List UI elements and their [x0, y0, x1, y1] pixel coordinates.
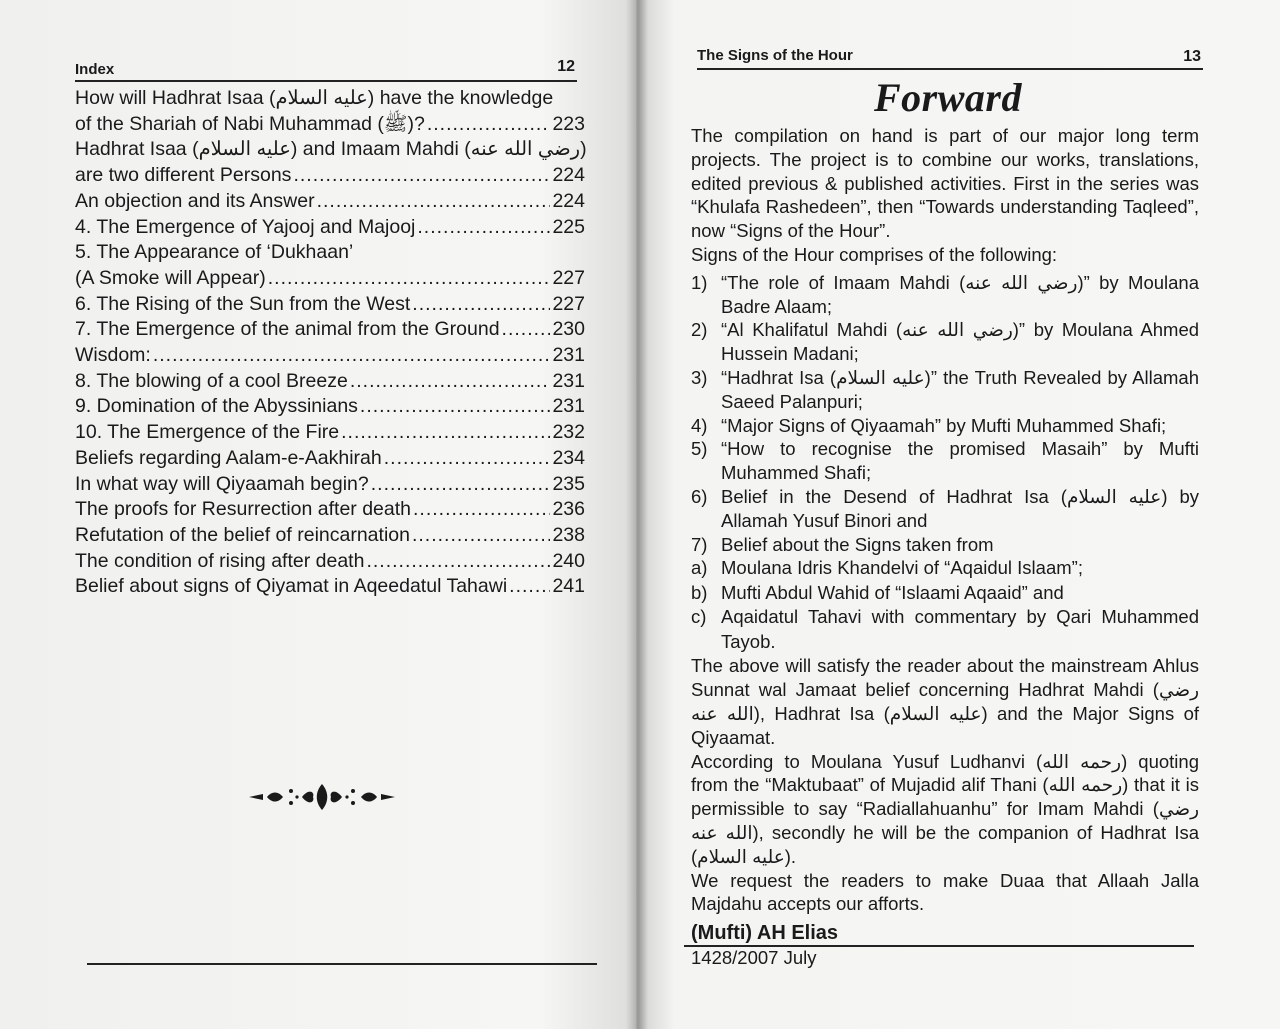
- toc-page-number: 224: [552, 189, 585, 212]
- toc-page-number: 241: [552, 575, 585, 598]
- toc-entry: [75, 420, 585, 446]
- numbered-list: [691, 271, 1199, 557]
- right-header-title: The Signs of the Hour: [697, 47, 853, 64]
- toc-page-number: 227: [552, 266, 585, 289]
- toc-leader-dots: [293, 163, 550, 189]
- toc-entry-text: (A Smoke will Appear): [75, 266, 266, 289]
- toc-entry: [75, 137, 585, 163]
- toc-entry-text: 10. The Emergence of the Fire: [75, 421, 340, 444]
- toc-entry-text: An objection and its Answer: [75, 189, 315, 212]
- list-marker: 3): [691, 366, 708, 388]
- list-item-text: “Major Signs of Qiyaamah” by Mufti Muhammed Shafi;: [721, 414, 1167, 436]
- toc-entry: [75, 394, 585, 420]
- list-item-text: Belief about the Signs taken from: [721, 533, 994, 555]
- list-item-text: Mufti Abdul Wahid of “Islaami Aqaaid” and: [721, 581, 1064, 603]
- toc-entry-text: Beliefs regarding Aalam-e-Aakhirah: [75, 446, 382, 469]
- toc-page-number: 223: [552, 112, 585, 135]
- list-marker: a): [691, 557, 708, 579]
- list-item: [691, 533, 1199, 557]
- toc-entry: [75, 215, 585, 241]
- toc-entry: [75, 266, 585, 292]
- list-item: [691, 556, 1199, 581]
- right-footer-rule: [684, 945, 1194, 947]
- toc-leader-dots: [153, 343, 551, 369]
- list-item: [691, 581, 1199, 606]
- table-of-contents: [75, 86, 585, 600]
- toc-leader-dots: [509, 574, 550, 600]
- toc-page-number: 230: [552, 318, 585, 341]
- list-marker: 5): [691, 438, 708, 460]
- forward-body: [691, 124, 1199, 970]
- toc-page-number: 224: [552, 164, 585, 187]
- toc-entry-text: 8. The blowing of a cool Breeze: [75, 369, 348, 392]
- signature: (Mufti) AH Elias: [691, 922, 839, 945]
- toc-entry-text: 9. Domination of the Abyssinians: [75, 395, 358, 418]
- toc-entry-text: are two different Persons: [75, 164, 292, 187]
- toc-page-number: 231: [552, 369, 585, 392]
- left-footer-rule: [87, 963, 597, 965]
- toc-entry: [75, 369, 585, 395]
- toc-entry: [75, 240, 585, 266]
- toc-entry: [75, 523, 585, 549]
- toc-leader-dots: [317, 189, 551, 215]
- toc-entry: [75, 86, 585, 112]
- toc-entry-text: 6. The Rising of the Sun from the West: [75, 292, 411, 315]
- toc-page-number: 225: [552, 215, 585, 238]
- list-item: [691, 485, 1199, 533]
- list-item-text: Aqaidatul Tahavi with commentary by Qari Muhammed Tayob.: [721, 606, 1199, 652]
- toc-entry: [75, 549, 585, 575]
- toc-entry: [75, 317, 585, 343]
- paragraph-request: We request the readers to make Duaa that Allaah Jalla Majdahu accepts our afforts.: [691, 869, 1199, 915]
- toc-leader-dots: [502, 317, 551, 343]
- toc-page-number: 231: [552, 344, 585, 367]
- list-item: [691, 437, 1199, 485]
- toc-entry: [75, 163, 585, 189]
- toc-entry-text: Wisdom:: [75, 344, 151, 367]
- list-item: [691, 605, 1199, 654]
- toc-leader-dots: [350, 369, 551, 395]
- list-item-text: “How to recognise the promised Masaih” by Mufti Muhammed Shafi;: [721, 438, 1199, 484]
- toc-leader-dots: [427, 112, 551, 138]
- toc-page-number: 236: [552, 498, 585, 521]
- list-item: [691, 366, 1199, 414]
- toc-page-number: 235: [552, 472, 585, 495]
- toc-entry-text: 5. The Appearance of ‘Dukhaan’: [75, 241, 354, 264]
- right-page-number: 13: [1183, 48, 1201, 65]
- ornament-divider: [247, 780, 397, 814]
- toc-entry: [75, 189, 585, 215]
- paragraph-ludhanvi: According to Moulana Yusuf Ludhanvi (رحمه الله) quoting from the “Maktubaat” of Mujadid alif Thani (رحمه الله) that it is permissible to say “Radiallahuanhu” for Imam Mahdi (رضي الله عنه), secondly he will be the companion of Hadhrat Isa (عليه السلام).: [691, 750, 1199, 867]
- lettered-list: [691, 556, 1199, 654]
- toc-entry-text: Hadhrat Isaa (عليه السلام) and Imaam Mahdi (رضي الله عنه): [75, 138, 587, 161]
- list-item-text: “Hadhrat Isa (عليه السلام)” the Truth Revealed by Allamah Saeed Palanpuri;: [721, 366, 1200, 412]
- toc-page-number: 227: [552, 292, 585, 315]
- toc-leader-dots: [366, 549, 550, 575]
- paragraph-mainstream: The above will satisfy the reader about the mainstream Ahlus Sunnat wal Jamaat belief concerning Hadhrat Mahdi (رضي الله عنه), Hadhrat Isa (عليه السلام) and the Major Signs of Qiyaamat.: [691, 655, 1199, 748]
- list-item: [691, 414, 1199, 438]
- toc-page-number: 238: [552, 523, 585, 546]
- list-marker: 1): [691, 271, 708, 293]
- toc-entry: [75, 343, 585, 369]
- list-item-text: “The role of Imaam Mahdi (رضي الله عنه)” by Moulana Badre Alaam;: [721, 271, 1200, 317]
- toc-entry-text: In what way will Qiyaamah begin?: [75, 472, 369, 495]
- toc-entry-text: Belief about signs of Qiyamat in Aqeedatul Tahawi: [75, 575, 508, 598]
- intro-paragraph: The compilation on hand is part of our major long term projects. The project is to combine our works, translations, edited previous & published activities. First in the series was “Khulafa Rashedeen”, then “Towards understanding Taqleed”, now “Signs of the Hour”.: [691, 125, 1199, 242]
- list-marker: 7): [691, 533, 708, 555]
- list-marker: 4): [691, 414, 708, 436]
- list-item-text: Belief in the Desend of Hadhrat Isa (عليه السلام) by Allamah Yusuf Binori and: [721, 485, 1199, 531]
- list-item-text: “Al Khalifatul Mahdi (رضي الله عنه)” by Moulana Ahmed Hussein Madani;: [721, 319, 1200, 365]
- toc-entry: [75, 446, 585, 472]
- toc-entry-text: The condition of rising after death: [75, 549, 365, 572]
- toc-leader-dots: [413, 497, 550, 523]
- left-page-header: [75, 54, 577, 82]
- list-marker: 2): [691, 319, 708, 341]
- toc-entry: [75, 112, 585, 138]
- page-title: Forward: [874, 75, 1022, 120]
- toc-page-number: 232: [552, 421, 585, 444]
- list-item: [691, 318, 1199, 366]
- toc-entry: [75, 292, 585, 318]
- toc-entry: [75, 472, 585, 498]
- toc-leader-dots: [341, 420, 550, 446]
- toc-entry: [75, 497, 585, 523]
- toc-entry-text: 7. The Emergence of the animal from the Ground: [75, 318, 500, 341]
- toc-entry-text: How will Hadhrat Isaa (عليه السلام) have the knowledge: [75, 87, 554, 109]
- toc-page-number: 240: [552, 549, 585, 572]
- toc-entry-text: 4. The Emergence of Yajooj and Majooj: [75, 215, 416, 238]
- toc-entry: [75, 574, 585, 600]
- toc-page-number: 234: [552, 446, 585, 469]
- list-marker: c): [691, 606, 707, 628]
- list-marker: 6): [691, 485, 708, 507]
- toc-entry-text: Refutation of the belief of reincarnation: [75, 523, 410, 546]
- list-intro: Signs of the Hour comprises of the following:: [691, 243, 1058, 265]
- toc-leader-dots: [384, 446, 551, 472]
- toc-page-number: 231: [552, 395, 585, 418]
- toc-leader-dots: [412, 523, 550, 549]
- date: 1428/2007 July: [691, 946, 817, 968]
- list-item: [691, 271, 1199, 319]
- toc-leader-dots: [412, 292, 550, 318]
- book-gutter: [626, 0, 648, 1029]
- list-item-text: Moulana Idris Khandelvi of “Aqaidul Islaam”;: [721, 557, 1083, 579]
- right-page-header: [697, 44, 1203, 70]
- list-marker: b): [691, 581, 708, 603]
- toc-entry-text: of the Shariah of Nabi Muhammad (ﷺ)?: [75, 112, 425, 135]
- toc-leader-dots: [268, 266, 551, 292]
- toc-leader-dots: [360, 394, 551, 420]
- toc-leader-dots: [371, 472, 551, 498]
- toc-leader-dots: [417, 215, 550, 241]
- left-page-number: 12: [557, 58, 575, 75]
- toc-entry-text: The proofs for Resurrection after death: [75, 498, 412, 521]
- left-header-title: Index: [75, 61, 115, 78]
